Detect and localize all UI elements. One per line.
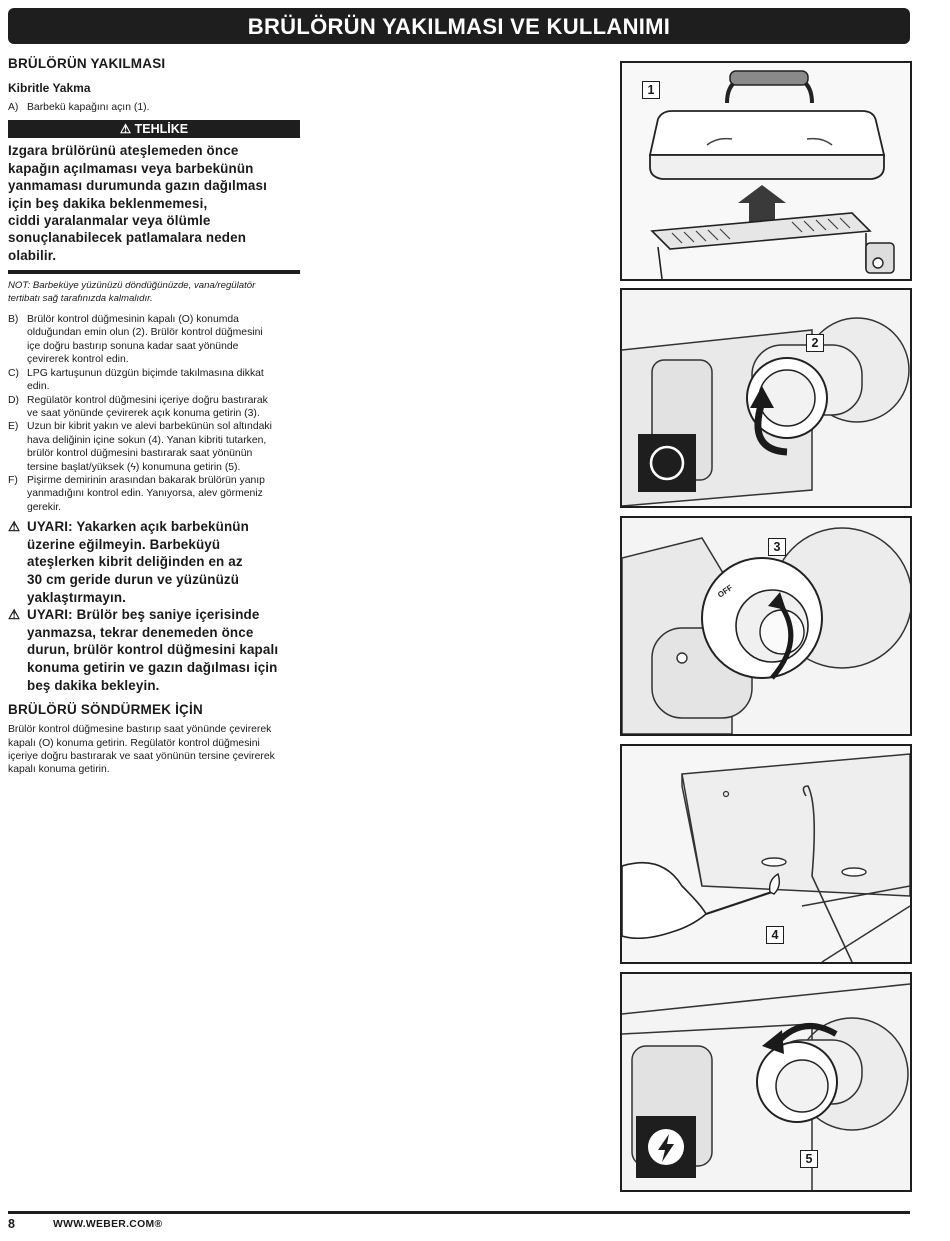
step-text xyxy=(27,313,263,367)
figure-match-lighting xyxy=(620,744,912,964)
danger-line: ciddi yaralanmalar veya ölümle xyxy=(8,213,211,229)
step-line: hava deliğinin içine sokun (4). Yanan kibriti tutarken, xyxy=(27,434,267,446)
step-a xyxy=(8,101,300,114)
note xyxy=(8,280,300,305)
warning-triangle-icon: ⚠ xyxy=(119,122,132,137)
step-line: Uzun bir kibrit yakın ve alevi barbekünün sol altındaki xyxy=(27,421,272,433)
step-f xyxy=(8,474,300,514)
figure-badge: 5 xyxy=(800,1150,818,1168)
footer-divider xyxy=(8,1211,910,1214)
figure-regulator-on xyxy=(620,516,912,736)
warning-line: yanmazsa, tekrar denemeden önce xyxy=(27,624,254,640)
subheading-match-lighting: Kibritle Yakma xyxy=(8,81,91,95)
danger-label: TEHLİKE xyxy=(134,122,189,137)
step-c xyxy=(8,367,300,394)
step-line: LPG kartuşunun düzgün biçimde takılmasına dikkat xyxy=(27,367,264,379)
website-link: WWW.WEBER.COM® xyxy=(53,1219,163,1230)
step-label: C) xyxy=(8,367,19,379)
control-knob-illustration xyxy=(622,290,910,506)
figure-badge: 2 xyxy=(806,334,824,352)
warning-text xyxy=(27,606,278,694)
regulator-knob-illustration xyxy=(622,518,910,734)
step-line: olduğundan emin olun (2). Brülör kontrol düğmesini xyxy=(27,327,263,339)
warning-line: UYARI: Brülör beş saniye içerisinde xyxy=(27,607,260,623)
step-line: çevirerek kontrol edin. xyxy=(27,354,129,366)
note-line: NOT: Barbeküye yüzünüzü döndüğünüzde, vana/regülatör xyxy=(8,280,256,292)
grill-lid-illustration xyxy=(622,63,910,279)
danger-banner xyxy=(8,120,300,138)
danger-line: olabilir. xyxy=(8,247,57,263)
note-line: tertibatı sağ tarafınızda kalmalıdır. xyxy=(8,292,153,304)
warning-line: üzerine eğilmeyin. Barbeküyü xyxy=(27,536,221,552)
step-line: edin. xyxy=(27,381,50,393)
warning-line: UYARI: Yakarken açık barbekünün xyxy=(27,519,249,535)
section-heading-lighting: BRÜLÖRÜN YAKILMASI xyxy=(8,56,166,71)
warning-line: yaklaştırmayın. xyxy=(27,589,127,605)
figure-knob-high xyxy=(620,972,912,1192)
danger-line: kapağın açılmaması veya barbekünün xyxy=(8,160,254,176)
extinguish-line: kapalı (O) konuma getirin. Regülatör kontrol düğmesini xyxy=(8,737,260,749)
page-number: 8 xyxy=(8,1217,15,1231)
step-line: Pişirme demirinin arasından bakarak brülörün yanıp xyxy=(27,474,265,486)
warning-no-ignition xyxy=(8,606,300,694)
step-text xyxy=(27,367,264,394)
figure-badge: 3 xyxy=(768,538,786,556)
step-line: Regülatör kontrol düğmesini içeriye doğru bastırarak xyxy=(27,394,268,406)
figure-open-lid xyxy=(620,61,912,281)
step-line: brülör kontrol düğmesini bastırarak saat yönünün xyxy=(27,448,253,460)
step-line: tersine başlat/yüksek (ϟ) konumuna getirin (5). xyxy=(27,461,241,473)
step-line: içe doğru bastırıp sonuna kadar saat yönünde xyxy=(27,340,239,352)
warning-lean xyxy=(8,518,300,606)
step-label: A) xyxy=(8,102,19,113)
step-label: F) xyxy=(8,474,18,486)
danger-line: Izgara brülörünü ateşlemeden önce xyxy=(8,143,239,159)
step-d xyxy=(8,394,300,421)
step-text xyxy=(27,474,265,514)
warning-line: ateşlerken kibrit deliğinden en az xyxy=(27,554,243,570)
step-b xyxy=(8,313,300,367)
extinguish-line: Brülör kontrol düğmesine bastırıp saat yönünde çevirerek xyxy=(8,724,272,736)
page-title: BRÜLÖRÜN YAKILMASI VE KULLANIMI xyxy=(8,8,910,44)
warning-line: 30 cm geride durun ve yüzünüzü xyxy=(27,571,240,587)
danger-line: için beş dakika beklenmemesi, xyxy=(8,195,208,211)
warning-line: beş dakika bekleyin. xyxy=(27,677,160,693)
warning-line: konuma getirin ve gazın dağılması için xyxy=(27,659,278,675)
figure-knob-off xyxy=(620,288,912,508)
warning-triangle-icon: ⚠ xyxy=(8,607,21,623)
section-heading-extinguish: BRÜLÖRÜ SÖNDÜRMEK İÇİN xyxy=(8,702,203,718)
step-line: ve saat yönünde çevirerek açık konuma getirin (3). xyxy=(27,407,260,419)
warning-triangle-icon: ⚠ xyxy=(8,519,21,535)
control-knob-start-illustration xyxy=(622,974,910,1190)
warning-line: durun, brülör kontrol düğmesini kapalı xyxy=(27,642,279,658)
divider xyxy=(8,270,300,274)
step-line: gerekir. xyxy=(27,501,62,513)
step-line: Brülör kontrol düğmesinin kapalı (O) konumda xyxy=(27,314,239,326)
figure-badge: 4 xyxy=(766,926,784,944)
extinguish-line: içeriye doğru bastırarak ve saat yönünün tersine çevirerek xyxy=(8,750,275,762)
danger-line: yanmaması durumunda gazın dağılması xyxy=(8,178,267,194)
step-label: D) xyxy=(8,394,19,406)
step-e xyxy=(8,420,300,474)
extinguish-line: kapalı konuma getirin. xyxy=(8,764,110,776)
step-line: yanmadığını kontrol edin. Yanıyorsa, alev görmeniz xyxy=(27,488,263,500)
step-text xyxy=(27,394,268,421)
warning-text xyxy=(27,518,249,606)
step-label: E) xyxy=(8,421,19,433)
text-column xyxy=(8,56,300,777)
extinguish-text xyxy=(8,723,300,777)
danger-text xyxy=(8,142,300,264)
figure-badge: 1 xyxy=(642,81,660,99)
danger-line: sonuçlanabilecek patlamalara neden xyxy=(8,230,247,246)
step-label: B) xyxy=(8,314,19,326)
step-text: Barbekü kapağını açın (1). xyxy=(27,102,150,113)
dial-off-label: OFF xyxy=(715,583,735,600)
step-text xyxy=(27,420,272,474)
